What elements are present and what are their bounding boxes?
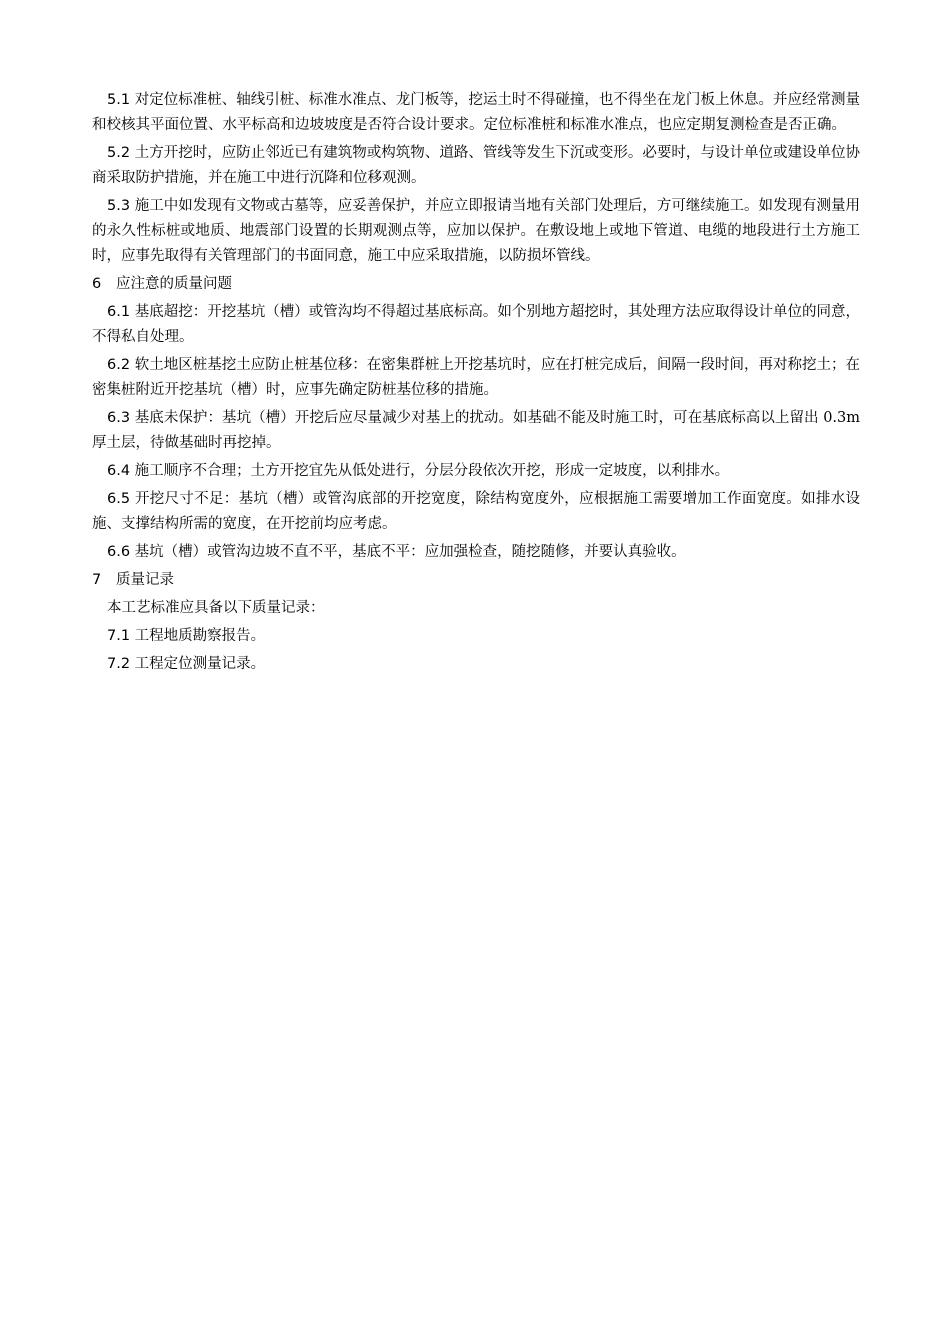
clause-text: 施工中如发现有文物或古墓等，应妥善保护，并应立即报请当地有关部门处理后，方可继续施工。如发现有测量用的永久性标桩或地质、地震部门设置的长期观测点等，应加以保护。在敷设地上或地下管道、电缆的地段进行土方施工时，应事先取得有关管理部门的书面同意，施工中应采取措施，以防损坏管线。 — [92, 198, 861, 264]
clause-6-5 — [92, 487, 860, 537]
clause-text: 土方开挖时，应防止邻近已有建筑物或构筑物、道路、管线等发生下沉或变形。必要时，与设计单位或建设单位协商采取防护措施，并在施工中进行沉降和位移观测。 — [92, 145, 861, 186]
clause-number: 6.6 — [107, 544, 131, 560]
section-number: 7 — [92, 572, 102, 588]
clause-6-2 — [92, 353, 860, 403]
clause-7-1 — [92, 624, 860, 649]
clause-number: 7.2 — [107, 656, 131, 672]
clause-7-2 — [92, 652, 860, 677]
clause-text: 对定位标准桩、轴线引桩、标准水准点、龙门板等，挖运土时不得碰撞，也不得坐在龙门板上休息。并应经常测量和校核其平面位置、水平标高和边坡坡度是否符合设计要求。定位标准桩和标准水准点，也应定期复测检查是否正确。 — [92, 92, 861, 133]
clause-text: 基底未保护：基坑（槽）开挖后应尽量减少对基上的扰动。如基础不能及时施工时，可在基底标高以上留出 0.3m 厚土层，待做基础时再挖掉。 — [92, 410, 861, 451]
clause-5-3 — [92, 194, 860, 269]
clause-number: 5.3 — [107, 198, 131, 214]
section-number: 6 — [92, 276, 102, 292]
clause-text: 软土地区桩基挖土应防止桩基位移：在密集群桩上开挖基坑时，应在打桩完成后，间隔一段时间，再对称挖土；在密集桩附近开挖基坑（槽）时，应事先确定防桩基位移的措施。 — [92, 357, 861, 398]
clause-number: 6.3 — [107, 410, 131, 426]
clause-text: 基底超挖：开挖基坑（槽）或管沟均不得超过基底标高。如个别地方超挖时，其处理方法应取得设计单位的同意，不得私自处理。 — [92, 304, 861, 345]
clause-5-2 — [92, 141, 860, 191]
clause-6-4 — [92, 459, 860, 484]
section-title: 应注意的质量问题 — [116, 276, 232, 292]
clause-6-3 — [92, 406, 860, 456]
clause-number: 5.2 — [107, 145, 131, 161]
clause-text: 工程地质勘察报告。 — [134, 628, 266, 644]
clause-number: 7.1 — [107, 628, 131, 644]
section-title: 质量记录 — [116, 572, 174, 588]
clause-text: 工程定位测量记录。 — [134, 656, 266, 672]
section-7-intro: 本工艺标准应具备以下质量记录： — [107, 600, 325, 616]
clause-number: 5.1 — [107, 92, 131, 108]
clause-text: 施工顺序不合理；土方开挖宜先从低处进行，分层分段依次开挖，形成一定坡度，以利排水。 — [134, 463, 730, 479]
section-6-heading — [92, 272, 860, 297]
clause-6-6 — [92, 540, 860, 565]
clause-number: 6.2 — [107, 357, 131, 373]
clause-6-1 — [92, 300, 860, 350]
clause-number: 6.5 — [107, 491, 131, 507]
document-page — [92, 88, 860, 680]
clause-text: 基坑（槽）或管沟边坡不直不平，基底不平：应加强检查，随挖随修，并要认真验收。 — [134, 544, 686, 560]
section-7-heading — [92, 568, 860, 593]
clause-text: 开挖尺寸不足：基坑（槽）或管沟底部的开挖宽度，除结构宽度外，应根据施工需要增加工作面宽度。如排水设施、支撑结构所需的宽度，在开挖前均应考虑。 — [92, 491, 861, 532]
clause-number: 6.4 — [107, 463, 131, 479]
clause-number: 6.1 — [107, 304, 131, 320]
clause-5-1 — [92, 88, 860, 138]
